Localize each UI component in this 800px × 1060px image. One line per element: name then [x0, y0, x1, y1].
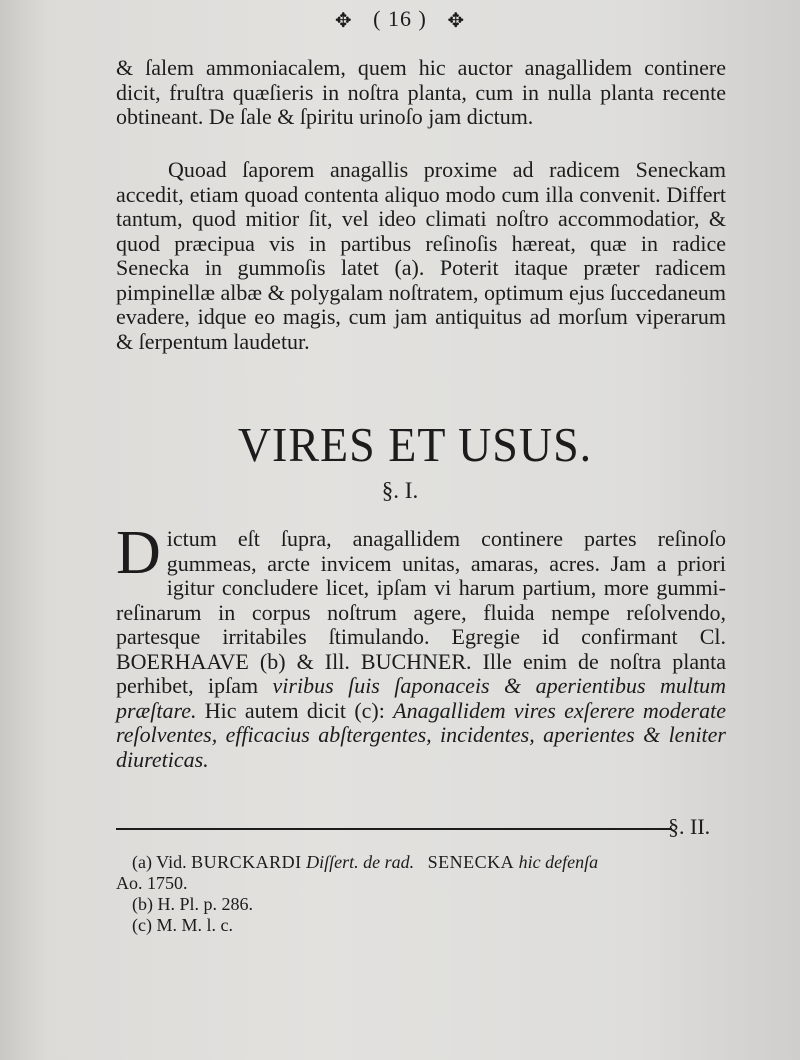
catchword: §. II.	[668, 814, 711, 839]
paragraph-3-text: ictum eſt ſupra, anagallidem continere partes reſinoſo gummeas, arcte invicem unitas, amaras, acres. Jam a priori igitur concludere licet, ipſam vi harum partium, more gummi-reſinarum in corpus noſtrum agere, fluida nempe reſolvendo, partesque irritabiles ſtimulando. Egregie id confirmant Cl. BOERHAAVE (b) & Ill. BUCHNER. Ille enim de noſtra planta perhibet, ipſam	[116, 526, 726, 698]
footnote-c: (c) M. M. l. c.	[132, 915, 233, 935]
footnotes	[116, 852, 726, 936]
section-title: VIRES ET USUS.	[237, 417, 593, 472]
page-number: ( 16 )	[373, 6, 427, 31]
footnote-a-line-2: Ao. 1750.	[116, 873, 188, 893]
section-number: §. I.	[381, 478, 419, 503]
paragraph-3-quote-2: Anagallidem vires exſerere moderate reſolventes, efficacius abſtergentes, incidentes, aperientes & leniter diureticas.	[116, 697, 726, 772]
footnote-rule	[116, 828, 672, 830]
footnote-b: (b) H. Pl. p. 286.	[132, 894, 253, 914]
drop-capital: D	[116, 519, 161, 587]
paragraph-3	[116, 519, 726, 772]
left-ornament-icon: ✥	[334, 10, 353, 33]
paragraph-3-quote-1: viribus ſuis ſaponaceis & aperientibus multum præſtare.	[116, 673, 726, 723]
right-ornament-icon: ✥	[447, 10, 466, 33]
footnote-a: (a) Vid. BURCKARDI Diſſert. de rad. SENECKA hic defenſa	[132, 852, 599, 872]
paragraph-1: & ſalem ammoniacalem, quem hic auctor anagallidem continere dicit, fruſtra quæſieris in noſtra planta, cum in nulla planta recente obtineant. De ſale & ſpiritu urinoſo jam dictum.	[116, 55, 726, 129]
paragraph-3-text-2: Hic autem dicit (c):	[196, 697, 394, 723]
paragraph-2: Quoad ſaporem anagallis proxime ad radicem Seneckam accedit, etiam quoad contenta aliquo modo cum illa convenit. Differt tantum, quod mitior ſit, vel ideo climati noſtro accommodatior, & quod præcipua vis in partibus reſinoſis hæreat, quæ in radice Senecka in gummoſis latet (a). Poterit itaque præter radicem pimpinellæ albæ & polygalam noſtratem, optimum ejus ſuccedaneum evadere, idque eo magis, cum jam antiquitus ad morſum viperarum & ſerpentum laudetur.	[116, 157, 726, 354]
page-header	[0, 6, 800, 33]
